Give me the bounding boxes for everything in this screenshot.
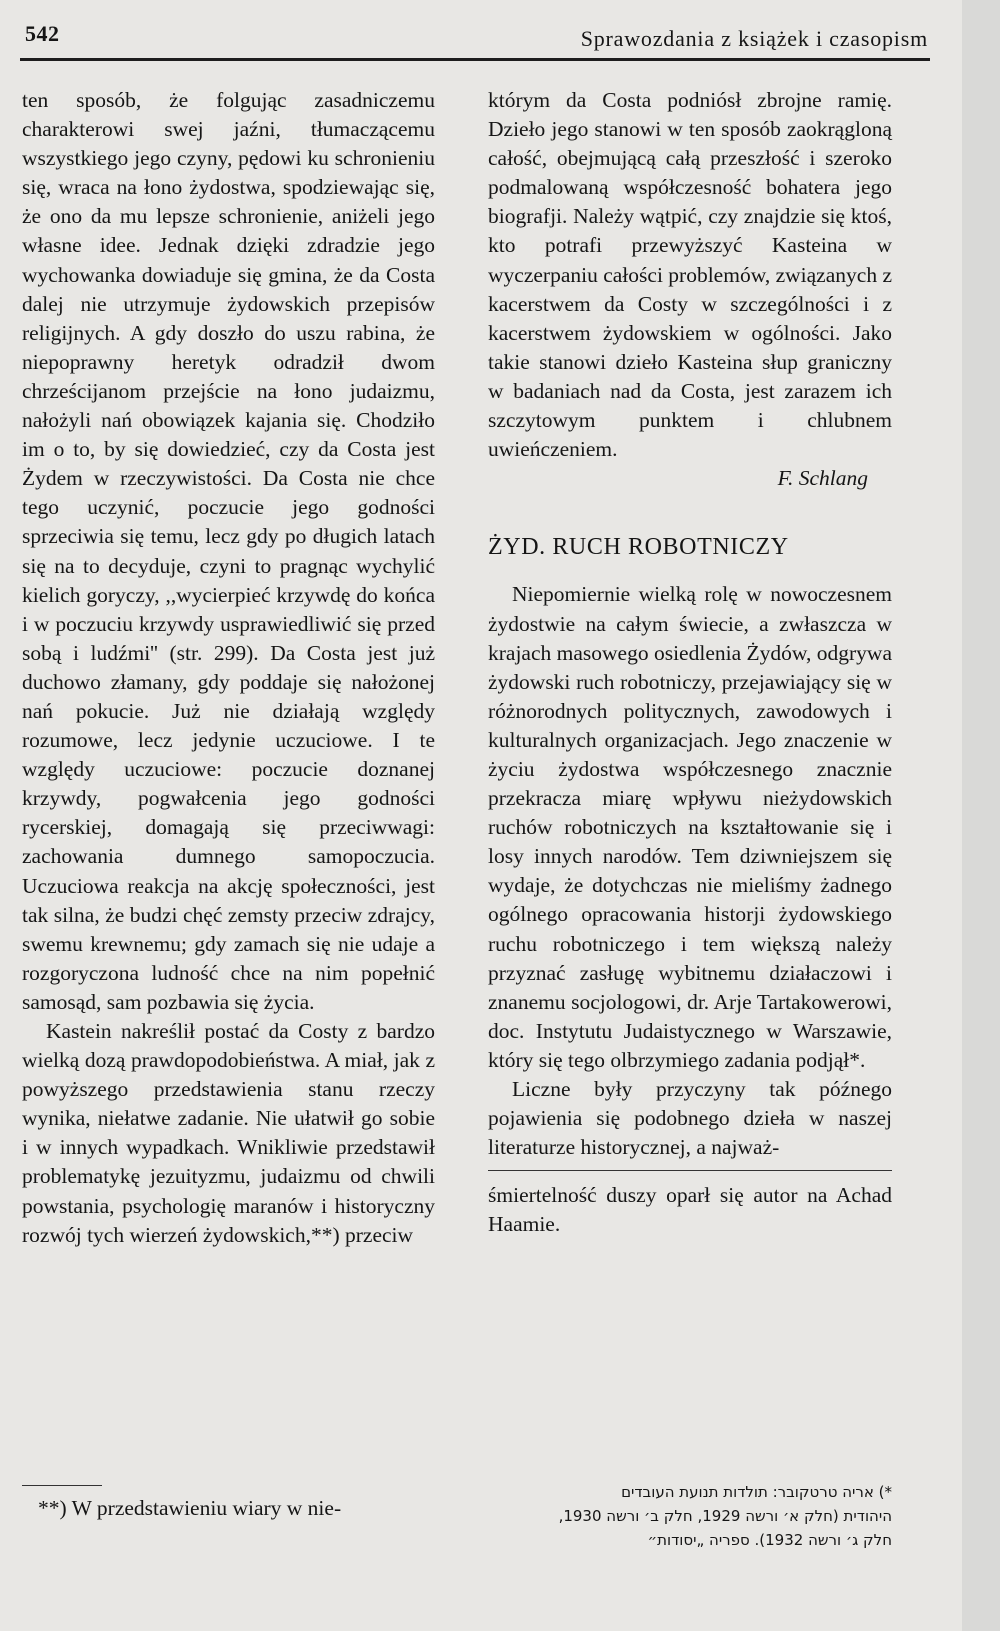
- right-paragraph-3: Liczne były przyczyny tak późnego pojawienia się podobnego dzieła w naszej literaturze historycznej, a najważ-: [488, 1077, 892, 1160]
- page-number: 542: [25, 21, 60, 46]
- right-paragraph-1: którym da Costa podniósł zbrojne ramię. Dzieło jego stanowi w ten sposób zaokrągloną całość, obejmującą całą przeszłość i szeroko podmalowaną współczesność bohatera jego biografji. Należy wątpić, czy znajdzie się ktoś, kto potrafi przewyższyć Kasteina w wyczerpaniu całości problemów, związanych z kacerstwem da Costy w szczególności i z kacerstwem żydowskiem w ogólności. Jako takie stanowi dzieło Kasteina słup graniczny w badaniach nad da Costa, jest zarazem ich szczytowym punktem i chlubnem uwieńczeniem.: [488, 88, 892, 462]
- right-footnote-rule: [488, 1170, 892, 1171]
- page-header: [20, 20, 928, 58]
- running-head: Sprawozdania z książek i czasopism: [580, 26, 928, 51]
- left-paragraph-2: Kastein nakreślił postać da Costy z bardzo wielką dozą prawdopodobieństwa. A miał, jak z powyższego przedstawienia stanu rzeczy wynika, niełatwe zadanie. Nie ułatwił go sobie i w innych wypadkach. Wnikliwie przedstawił problematykę jezuityzmu, judaizmu od chwili powstania, psychologię maranów i historyczny rozwój tych wierzeń żydowskich,**) przeciw: [22, 1019, 435, 1247]
- review-signature: F. Schlang: [777, 466, 868, 491]
- hebrew-footnote-line-2: היהודית (חלק א׳ ורשה 1929, חלק ב׳ ורשה 1930,: [558, 1507, 892, 1525]
- hebrew-footnote-line-3: חלק ג׳ ורשה 1932). ספריה „יסודות״: [647, 1531, 892, 1549]
- section-title: ŻYD. RUCH ROBOTNICZY: [488, 534, 789, 561]
- continued-footnote: śmiertelność duszy oparł się autor na Achad Haamie.: [488, 1183, 892, 1237]
- hebrew-footnote-line-1: *) אריה טרטקובר: תולדות תנועת העובדים: [621, 1483, 892, 1501]
- left-column: [22, 86, 435, 1546]
- footnote-rule: [22, 1485, 102, 1486]
- left-paragraph-1: ten sposób, że folgując zasadniczemu charakterowi swej jaźni, tłumaczącemu wszystkiego jego czyny, pędowi ku schronieniu się, wraca na łono żydostwa, spodziewając się, że ono da mu lepsze schronienie, aniżeli jego własne idee. Jednak dzięki zdradzie jego wychowanka dowiaduje się gmina, że da Costa dalej nie utrzymuje żydowskich przepisów religijnych. A gdy doszło do uszu rabina, że niepoprawny heretyk odradził dwom chrześcijanom przejście na łono judaizmu, nałożyli nań obowiązek kajania się. Chodziło im o to, by się dowiedzieć, czy da Costa jest Żydem w rzeczywistości. Da Costa nie chce tego uczynić, poczucie jego godności sprzeciwia się temu, lecz gdy po długich latach się na to decyduje, czyni to pragnąc wychylić kielich goryczy, ,,wycierpieć krzywdę do końca i w poczuciu krzywdy usprawiedliwić się przed sobą i ludźmi'' (str. 299). Da Costa jest już duchowo złamany, gdy poddaje się nałożonej nań pokucie. Już nie działają względy rozumowe, lecz jedynie uczuciowe. I te względy uczuciowe: poczucie doznanej krzywdy, pogwałcenia jego godności rycerskiej, domagają się przeciwwagi: zachowania dumnego samopoczucia. Uczuciowa reakcja na akcję społeczności, jest tak silna, że budzi chęć zemsty przeciw zdrajcy, swemu krewnemu; gdy zamach się nie udaje a rozgoryczona ludność chce na nim popełnić samosąd, sam pozbawia się życia.: [22, 88, 435, 1014]
- header-rule: [20, 58, 930, 61]
- hebrew-footnote: [488, 1480, 892, 1552]
- right-paragraph-2: Niepomiernie wielką rolę w nowoczesnem żydostwie na całym świecie, a zwłaszcza w krajach masowego osiedlenia Żydów, odgrywa żydowski ruch robotniczy, przejawiający się w różnorodnych politycznych, zawodowych i kulturalnych organizacjach. Jego znaczenie w życiu żydostwa współczesnego znacznie przekracza miarę wpływu nieżydowskich ruchów robotniczych na kształtowanie się i losy innych narodów. Tem dziwniejszem się wydaje, że dotychczas nie mieliśmy żadnego ogólnego opracowania historji żydowskiego ruchu robotniczego i tem większą należy przyznać zasługę wybitnemu działaczowi i znanemu socjologowi, dr. Arje Tartakowerowi, doc. Instytutu Judaistycznego w Warszawie, który się tego olbrzymiego zadania podjął*.: [488, 582, 892, 1072]
- left-footnote: [22, 1485, 435, 1523]
- left-footnote-text: **) W przedstawieniu wiary w nie-: [38, 1496, 342, 1520]
- right-column: [488, 86, 892, 1546]
